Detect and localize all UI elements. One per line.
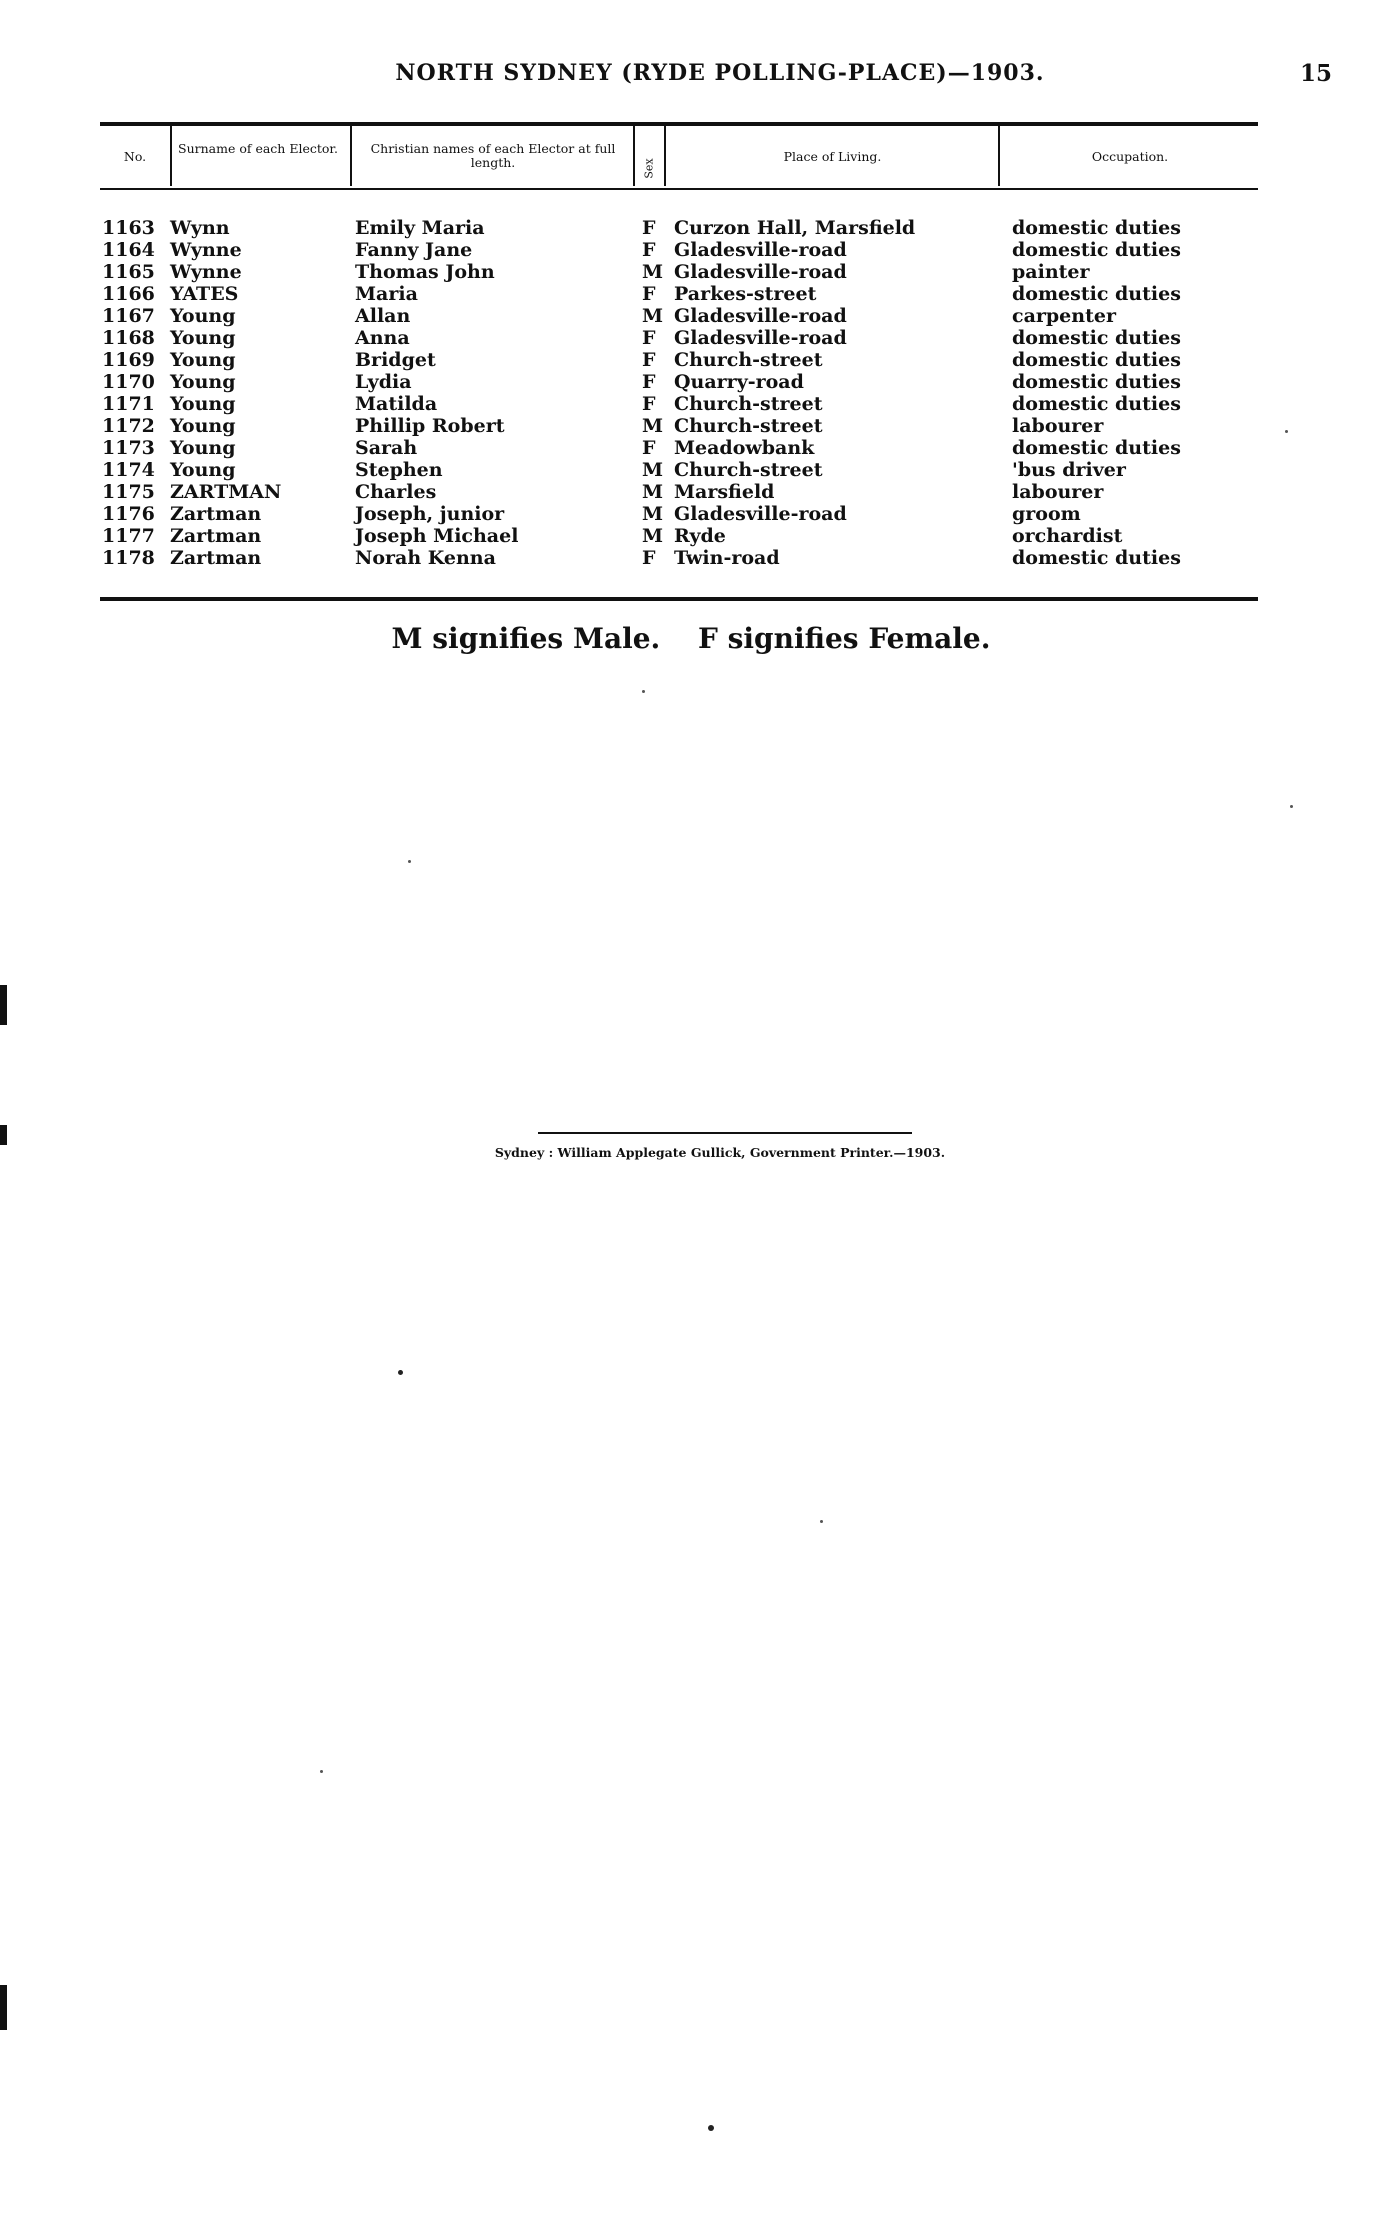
elector-christian-names: Matilda	[355, 393, 438, 415]
elector-christian-names: Joseph, junior	[355, 503, 505, 525]
elector-surname: Young	[170, 393, 236, 415]
scan-speck	[708, 2125, 714, 2131]
elector-occupation: domestic duties	[1012, 437, 1181, 459]
elector-place: Church-street	[674, 459, 823, 481]
elector-sex: F	[642, 547, 656, 569]
elector-christian-names: Maria	[355, 283, 418, 305]
elector-surname: Zartman	[170, 503, 262, 525]
elector-surname: Young	[170, 305, 236, 327]
elector-place: Quarry-road	[674, 371, 804, 393]
elector-surname: Wynne	[170, 261, 242, 283]
elector-place: Gladesville-road	[674, 327, 847, 349]
elector-place: Curzon Hall, Marsfield	[674, 217, 916, 239]
sex-legend	[0, 622, 1382, 655]
elector-surname: Young	[170, 371, 236, 393]
table-bottom-rule	[100, 597, 1258, 601]
elector-place: Gladesville-road	[674, 239, 847, 261]
elector-surname: Young	[170, 437, 236, 459]
elector-christian-names: Thomas John	[355, 261, 495, 283]
elector-occupation: domestic duties	[1012, 217, 1181, 239]
column-divider	[170, 124, 172, 186]
elector-occupation: 'bus driver	[1012, 459, 1126, 481]
elector-number: 1173	[102, 437, 155, 459]
column-divider	[998, 124, 1000, 186]
elector-number: 1166	[102, 283, 155, 305]
elector-occupation: domestic duties	[1012, 393, 1181, 415]
elector-number: 1163	[102, 217, 155, 239]
imprint-rule	[538, 1132, 912, 1134]
column-divider	[664, 124, 666, 186]
elector-sex: F	[642, 349, 656, 371]
elector-sex: F	[642, 239, 656, 261]
column-divider	[633, 124, 635, 186]
elector-christian-names: Stephen	[355, 459, 443, 481]
elector-christian-names: Emily Maria	[355, 217, 485, 239]
scan-speck	[1285, 430, 1288, 433]
elector-sex: F	[642, 217, 656, 239]
elector-place: Church-street	[674, 393, 823, 415]
elector-sex: M	[642, 459, 664, 481]
elector-number: 1178	[102, 547, 155, 569]
elector-place: Meadowbank	[674, 437, 815, 459]
elector-number: 1168	[102, 327, 155, 349]
elector-sex: M	[642, 415, 664, 437]
elector-christian-names: Joseph Michael	[355, 525, 519, 547]
elector-christian-names: Lydia	[355, 371, 412, 393]
scan-edge-mark	[0, 1125, 7, 1145]
column-header-christian-names: Christian names of each Elector at full length.	[370, 141, 616, 170]
elector-christian-names: Charles	[355, 481, 437, 503]
elector-surname: Young	[170, 415, 236, 437]
elector-sex: F	[642, 437, 656, 459]
elector-christian-names: Sarah	[355, 437, 418, 459]
column-header-occupation: Occupation.	[1091, 149, 1169, 164]
elector-occupation: carpenter	[1012, 305, 1116, 327]
column-header-surname: Surname of each Elector.	[178, 141, 338, 156]
elector-occupation: domestic duties	[1012, 371, 1181, 393]
scan-edge-mark	[0, 1985, 7, 2030]
elector-surname: Wynne	[170, 239, 242, 261]
column-header-place: Place of Living.	[783, 149, 882, 164]
elector-occupation: labourer	[1012, 415, 1104, 437]
elector-surname: Young	[170, 459, 236, 481]
elector-number: 1169	[102, 349, 155, 371]
elector-christian-names: Phillip Robert	[355, 415, 505, 437]
header-bottom-rule	[100, 188, 1258, 190]
elector-number: 1177	[102, 525, 155, 547]
elector-place: Parkes-street	[674, 283, 817, 305]
page-number: 15	[1300, 60, 1333, 87]
elector-number: 1174	[102, 459, 155, 481]
elector-place: Church-street	[674, 349, 823, 371]
elector-number: 1176	[102, 503, 155, 525]
elector-number: 1164	[102, 239, 155, 261]
elector-number: 1175	[102, 481, 155, 503]
elector-sex: M	[642, 261, 664, 283]
elector-surname: Wynn	[170, 217, 230, 239]
column-header-no: No.	[123, 149, 147, 164]
elector-occupation: labourer	[1012, 481, 1104, 503]
elector-number: 1172	[102, 415, 155, 437]
elector-occupation: domestic duties	[1012, 349, 1181, 371]
elector-occupation: groom	[1012, 503, 1081, 525]
column-header-sex-label: Sex	[642, 157, 656, 179]
elector-number: 1167	[102, 305, 155, 327]
elector-place: Gladesville-road	[674, 503, 847, 525]
elector-place: Gladesville-road	[674, 305, 847, 327]
elector-place: Twin-road	[674, 547, 780, 569]
elector-place: Gladesville-road	[674, 261, 847, 283]
elector-number: 1165	[102, 261, 155, 283]
scan-speck	[642, 690, 645, 693]
scan-speck	[320, 1770, 323, 1773]
elector-christian-names: Fanny Jane	[355, 239, 473, 261]
elector-surname: Zartman	[170, 525, 262, 547]
elector-surname: YATES	[170, 283, 239, 305]
scan-speck	[408, 860, 411, 863]
elector-sex: M	[642, 503, 664, 525]
elector-number: 1170	[102, 371, 155, 393]
elector-surname: Young	[170, 349, 236, 371]
column-divider	[350, 124, 352, 186]
legend-female: F signifies Female.	[698, 622, 991, 655]
scan-edge-mark	[0, 985, 7, 1025]
elector-occupation: domestic duties	[1012, 283, 1181, 305]
page-title: NORTH SYDNEY (RYDE POLLING-PLACE)—1903.	[395, 60, 1045, 86]
elector-surname: ZARTMAN	[170, 481, 282, 503]
column-header-sex	[637, 148, 661, 188]
elector-number: 1171	[102, 393, 155, 415]
elector-occupation: domestic duties	[1012, 547, 1181, 569]
elector-sex: M	[642, 305, 664, 327]
elector-surname: Young	[170, 327, 236, 349]
elector-sex: F	[642, 371, 656, 393]
scan-speck	[398, 1370, 403, 1375]
scan-speck	[1290, 805, 1293, 808]
elector-occupation: painter	[1012, 261, 1090, 283]
elector-occupation: domestic duties	[1012, 239, 1181, 261]
scan-speck	[820, 1520, 823, 1523]
elector-occupation: orchardist	[1012, 525, 1123, 547]
elector-christian-names: Bridget	[355, 349, 436, 371]
elector-christian-names: Norah Kenna	[355, 547, 496, 569]
header-top-rule	[100, 122, 1258, 126]
elector-christian-names: Anna	[355, 327, 410, 349]
elector-surname: Zartman	[170, 547, 262, 569]
elector-sex: F	[642, 393, 656, 415]
elector-place: Church-street	[674, 415, 823, 437]
elector-christian-names: Allan	[355, 305, 411, 327]
legend-male: M signifies Male.	[391, 622, 661, 655]
elector-place: Marsfield	[674, 481, 775, 503]
printer-imprint: Sydney : William Applegate Gullick, Government Printer.—1903.	[494, 1145, 946, 1160]
elector-sex: F	[642, 283, 656, 305]
elector-sex: M	[642, 525, 664, 547]
elector-sex: M	[642, 481, 664, 503]
elector-sex: F	[642, 327, 656, 349]
elector-occupation: domestic duties	[1012, 327, 1181, 349]
elector-place: Ryde	[674, 525, 726, 547]
